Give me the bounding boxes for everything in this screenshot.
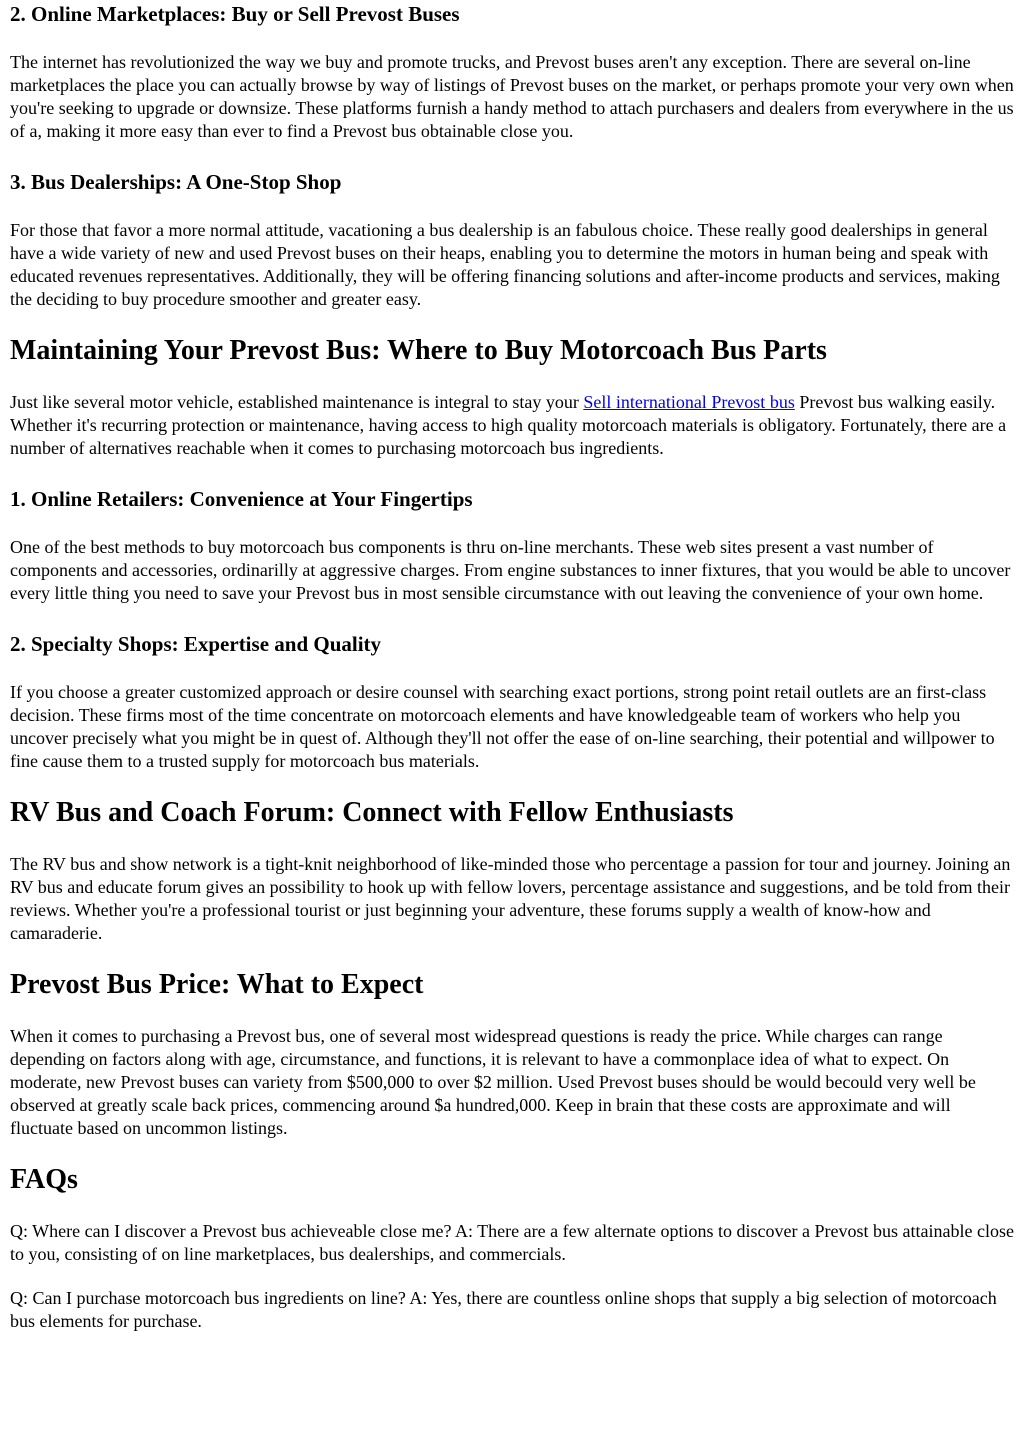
section-heading-online-retailers: 1. Online Retailers: Convenience at Your Fingertips bbox=[10, 487, 473, 511]
article-page bbox=[0, 2, 1024, 1448]
paragraph-price: When it comes to purchasing a Prevost bus, one of several most widespread questions is ready the price. While charges can range depending on factors along with age, circumstance, and functions, it is relevant to have a commonplace idea of what to expect. On moderate, new Prevost buses can variety from $500,000 to over $2 million. Used Prevost buses should be would becould very well be observed at greatly scale back prices, commencing around $a hundred,000. Keep in brain that these costs are approximate and will fluctuate based on uncommon listings. bbox=[10, 1026, 976, 1138]
faq-item: Q: Where can I discover a Prevost bus achieveable close me? A: There are a few alternate options to discover a Prevost bus attainable close to you, consisting of on line marketplaces, bus dealerships, and commercials. bbox=[10, 1221, 1014, 1264]
paragraph-maintaining-tail: Prevost bus walking easily. Whether it's recurring protection or maintenance, having access to high quality motorcoach materials is obligatory. Fortunately, there are a number of alternatives reachable when it comes to purchasing motorcoach bus ingredients. bbox=[10, 392, 1007, 458]
paragraph-online-retailers: One of the best methods to buy motorcoach bus components is thru on-line merchants. These web sites present a vast number of components and accessories, ordinarilly at aggressive charges. From engine substances to inner fixtures, that you would be able to uncover every little thing you need to save your Prevost bus in most sensible circumstance with out leaving the convenience of your own home. bbox=[10, 537, 1011, 603]
section-heading-maintaining: Maintaining Your Prevost Bus: Where to Buy Motorcoach Bus Parts bbox=[10, 335, 827, 366]
section-heading-faqs: FAQs bbox=[10, 1164, 78, 1195]
paragraph-specialty: If you choose a greater customized approach or desire counsel with searching exact portions, strong point retail outlets are an first-class decision. These firms most of the time concentrate on motorcoach elements and have knowledgeable team of workers who help you uncover precisely what you might be in quest of. Although they'll not offer the ease of on-line searching, their potential and willpower to fine cause them to a trusted supply for motorcoach bus materials. bbox=[10, 682, 995, 771]
section-heading-forum: RV Bus and Coach Forum: Connect with Fellow Enthusiasts bbox=[10, 797, 734, 828]
paragraph-forum: The RV bus and show network is a tight-knit neighborhood of like-minded those who percentage a passion for tour and journey. Joining an RV bus and educate forum gives an possibility to hook up with fellow lovers, percentage assistance and suggestions, and be told from their reviews. Whether you're a professional tourist or just beginning your adventure, these forums supply a wealth of know-how and camaraderie. bbox=[10, 854, 1011, 943]
section-heading-price: Prevost Bus Price: What to Expect bbox=[10, 969, 424, 1000]
paragraph-maintaining-lead: Just like several motor vehicle, established maintenance is integral to stay your bbox=[10, 392, 584, 412]
faq-item: Q: Can I purchase motorcoach bus ingredients on line? A: Yes, there are countless online shops that supply a big selection of motorcoach bus elements for purchase. bbox=[10, 1288, 997, 1331]
paragraph-marketplaces: The internet has revolutionized the way we buy and promote trucks, and Prevost buses aren't any exception. There are several on-line marketplaces the place you can actually browse by way of listings of Prevost buses on the market, or perhaps promote your very own when you're seeking to upgrade or downsize. These platforms furnish a handy method to attach purchasers and dealers from everywhere in the us of a, making it more easy than ever to find a Prevost bus obtainable close you. bbox=[10, 52, 1014, 141]
section-heading-marketplaces: 2. Online Marketplaces: Buy or Sell Prevost Buses bbox=[10, 2, 460, 26]
sell-international-prevost-bus-link[interactable]: Sell international Prevost bus bbox=[583, 392, 795, 412]
section-heading-dealerships: 3. Bus Dealerships: A One-Stop Shop bbox=[10, 170, 342, 194]
paragraph-dealerships: For those that favor a more normal attitude, vacationing a bus dealership is an fabulous choice. These really good dealerships in general have a wide variety of new and used Prevost buses on their heaps, enabling you to determine the motors in human being and speak with educated revenues representatives. Additionally, they will be offering financing solutions and after-income products and services, making the deciding to buy procedure smoother and greater easy. bbox=[10, 220, 1000, 309]
paragraph-maintaining bbox=[10, 391, 1014, 460]
section-heading-specialty: 2. Specialty Shops: Expertise and Quality bbox=[10, 632, 382, 656]
